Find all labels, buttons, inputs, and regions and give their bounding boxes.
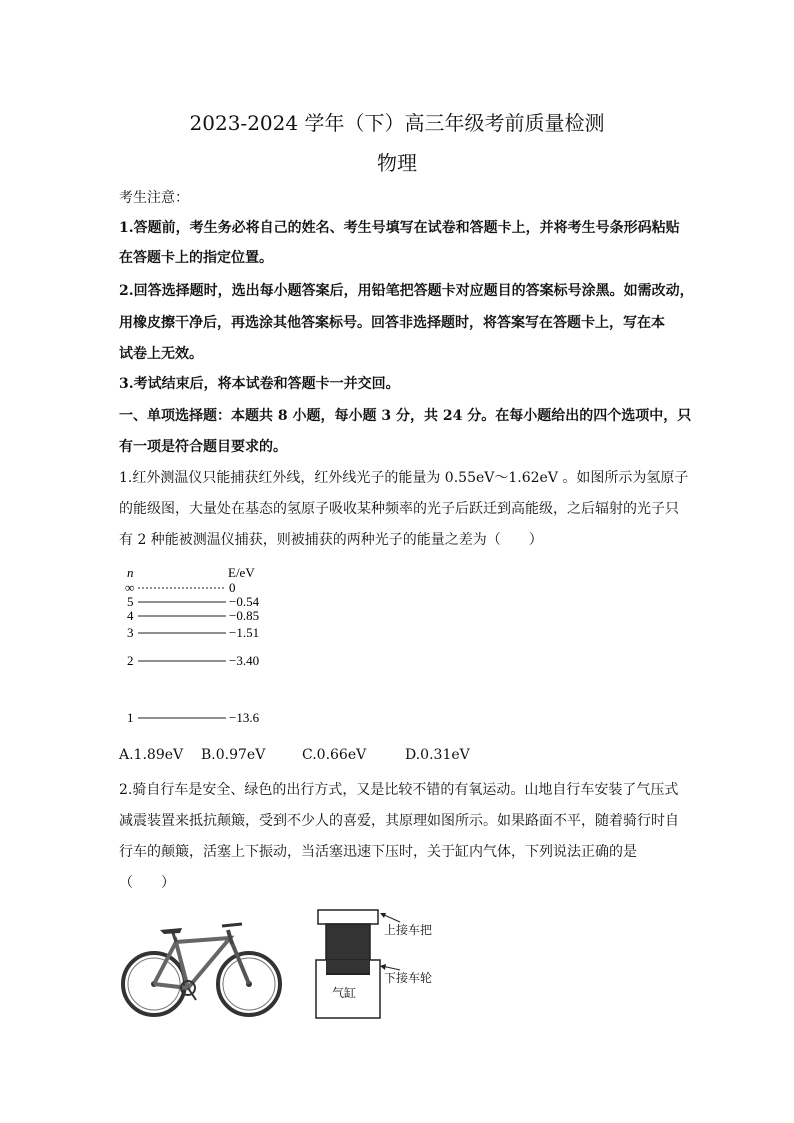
q1-stem-line: 的能级图，大量处在基态的氢原子吸收某种频率的光子后跃迁到高能级，之后辐射的光子只 (119, 501, 679, 517)
q2-stem-line: 2.骑自行车是安全、绿色的出行方式，又是比较不错的有氧运动。山地自行车安装了气压式 (119, 782, 679, 798)
exam-title: 2023-2024 学年（下）高三年级考前质量检测 (189, 111, 605, 135)
notice-heading: 考生注意： (119, 190, 189, 206)
option-a: A.1.89eV (119, 747, 184, 763)
cylinder-label: 气缸 (332, 986, 357, 1000)
option-b: B.0.97eV (201, 747, 266, 763)
q2-stem-line: 减震装置来抵抗颠簸，受到不少人的喜爱，其原理如图所示。如果路面不平，随着骑行时自 (119, 813, 679, 829)
level-energy: −13.6 (229, 710, 260, 725)
piston-cap (318, 910, 378, 924)
level-energy: −0.85 (229, 608, 260, 623)
q1-stem-line: 1.红外测温仪只能捕获红外线，红外线光子的能量为 0.55eV～1.62eV 。如图所示为氢原子 (119, 470, 689, 486)
level-energy: −0.54 (229, 594, 260, 609)
n-axis-label: n (127, 565, 134, 580)
bicycle-image (118, 908, 286, 1023)
notice-line: 3.考试结束后，将本试卷和答题卡一并交回。 (119, 376, 400, 392)
shock-absorber-figure (300, 900, 450, 1025)
level-energy: −1.51 (229, 625, 260, 640)
level-energy: −3.40 (229, 653, 260, 668)
option-c: C.0.66eV (302, 747, 367, 763)
notice-line: 在答题卡上的指定位置。 (119, 250, 273, 266)
notice-line: 2.回答选择题时，选出每小题答案后，用铅笔把答题卡对应题目的答案标号涂黑。如需改动， (119, 283, 694, 299)
q2-stem-line: 行车的颠簸，活塞上下振动，当活塞迅速下压时，关于缸内气体，下列说法正确的是 (119, 844, 637, 860)
level-n: 4 (127, 608, 134, 623)
exam-subject: 物理 (377, 151, 417, 175)
q1-stem-line: 有 2 种能被测温仪捕获，则被捕获的两种光子的能量之差为（ ） (119, 532, 543, 548)
q1-options (119, 747, 519, 767)
energy-axis-label: E/eV (228, 565, 255, 580)
q2-stem-line: （ ） (119, 875, 175, 891)
notice-line: 试卷上无效。 (119, 346, 203, 362)
level-n: 5 (127, 594, 134, 609)
level-energy: 0 (229, 580, 236, 595)
lower-connection-label: 下接车轮 (384, 971, 433, 985)
level-n: 2 (127, 653, 134, 668)
section-heading: 有一项是符合题目要求的。 (119, 439, 287, 455)
energy-level-diagram (118, 562, 278, 737)
level-n: ∞ (125, 580, 135, 595)
level-n: 1 (127, 710, 134, 725)
section-heading: 一、单项选择题：本题共 8 小题，每小题 3 分，共 24 分。在每小题给出的四个选项中，只 (119, 408, 692, 424)
notice-line: 用橡皮擦干净后，再选涂其他答案标号。回答非选择题时，将答案写在答题卡上，写在本 (119, 315, 665, 331)
option-d: D.0.31eV (405, 747, 470, 763)
notice-line: 1.答题前，考生务必将自己的姓名、考生号填写在试卷和答题卡上，并将考生号条形码粘贴 (119, 220, 680, 236)
upper-connection-label: 上接车把 (384, 923, 433, 937)
level-n: 3 (127, 625, 134, 640)
